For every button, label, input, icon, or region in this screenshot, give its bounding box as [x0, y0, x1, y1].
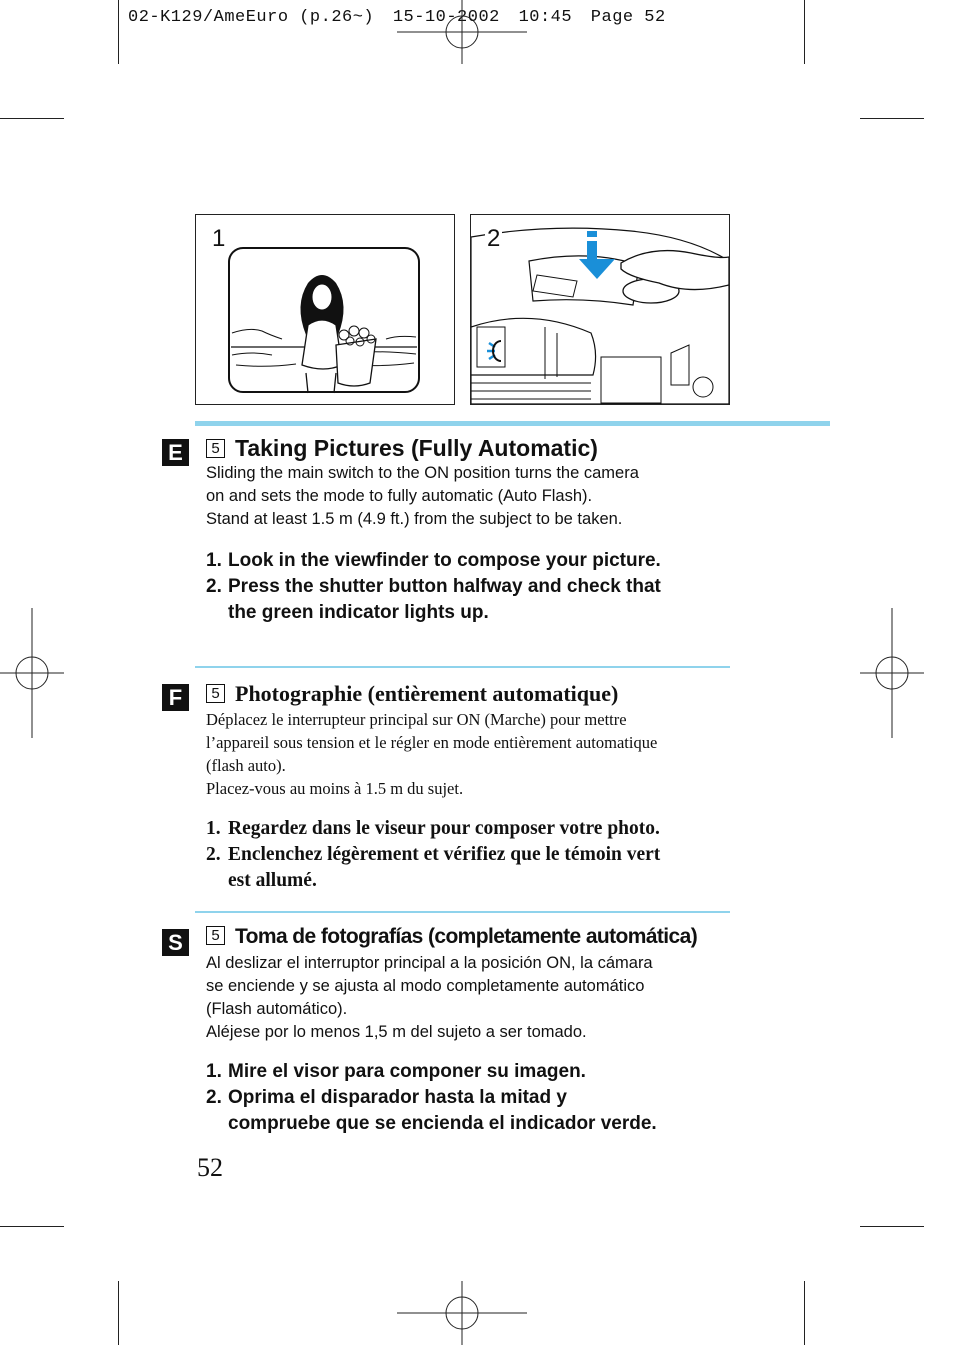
registration-mark-top: [397, 0, 527, 64]
registration-mark-right: [860, 608, 924, 738]
language-badge-english: E: [162, 439, 189, 466]
step-index: 2.: [206, 576, 222, 597]
section-title-english: [206, 435, 598, 462]
step-item: [206, 574, 661, 626]
step-item: [206, 842, 660, 894]
section-body-french: [206, 708, 657, 800]
body-line: (Flash automático).: [206, 1000, 348, 1018]
crop-mark: [804, 0, 805, 64]
figure-2-number: 2: [487, 225, 501, 252]
steps-english: [206, 548, 661, 626]
step-text: the green indicator lights up.: [228, 602, 489, 623]
step-text: compruebe que se encienda el indicador verde.: [228, 1113, 657, 1134]
header-slug: 02-K129/AmeEuro (p.26~): [128, 8, 375, 27]
language-badge-spanish: S: [162, 929, 189, 956]
body-line: Stand at least 1.5 m (4.9 ft.) from the subject to be taken.: [206, 510, 623, 528]
section-body-english: [206, 462, 639, 531]
step-item: [206, 1085, 657, 1137]
crop-mark: [118, 0, 119, 64]
step-text: Oprima el disparador hasta la mitad y: [228, 1087, 567, 1108]
body-line: Placez-vous au moins à 1.5 m du sujet.: [206, 779, 464, 798]
step-text: Press the shutter button halfway and check that: [228, 576, 661, 597]
accent-rule-top: [195, 421, 830, 426]
step-index: 1.: [206, 1061, 222, 1082]
crop-mark: [804, 1281, 805, 1345]
page-number: 52: [197, 1153, 223, 1182]
header-date: 15-10-2002: [392, 8, 500, 27]
section-divider: [195, 666, 730, 668]
step-index: 1.: [206, 550, 222, 571]
crop-mark: [0, 1226, 64, 1227]
body-line: (flash auto).: [206, 756, 286, 775]
step-item: [206, 1059, 657, 1085]
steps-french: [206, 816, 660, 894]
steps-spanish: [206, 1059, 657, 1137]
crop-mark: [118, 1281, 119, 1345]
header-page-label: Page 52: [590, 8, 666, 27]
body-line: on and sets the mode to fully automatic (Auto Flash).: [206, 487, 593, 505]
figure-1-viewfinder: [195, 214, 455, 405]
section-body-spanish: [206, 952, 653, 1044]
camera-top-illustration: [471, 215, 729, 404]
crop-mark: [860, 118, 924, 119]
body-line: Al deslizar el interruptor principal a la posición ON, la cámara: [206, 954, 653, 972]
registration-mark-bottom: [397, 1281, 527, 1345]
step-item: [206, 816, 660, 842]
section-title-french: [206, 681, 618, 707]
step-text: est allumé.: [228, 870, 317, 891]
body-line: Sliding the main switch to the ON position turns the camera: [206, 464, 639, 482]
section-title-text: Taking Pictures (Fully Automatic): [235, 435, 598, 461]
step-index: 2.: [206, 1087, 222, 1108]
header-time: 10:45: [518, 8, 573, 27]
body-line: l’appareil sous tension et le régler en mode entièrement automatique: [206, 733, 658, 752]
step-index: 2.: [206, 844, 221, 865]
body-line: Déplacez le interrupteur principal sur ON (Marche) pour mettre: [206, 710, 627, 729]
step-index: 1.: [206, 818, 221, 839]
step-text: Look in the viewfinder to compose your picture.: [228, 550, 661, 571]
step-number-box: 5: [206, 926, 225, 945]
section-title-text: Toma de fotografías (completamente automática): [235, 925, 698, 948]
crop-mark: [860, 1226, 924, 1227]
step-text: Mire el visor para componer su imagen.: [228, 1061, 586, 1082]
section-title-spanish: [206, 925, 697, 949]
body-line: se enciende y se ajusta al modo completamente automático: [206, 977, 645, 995]
registration-mark-left: [0, 608, 64, 738]
figure-2-shutter: [470, 214, 730, 405]
step-text: Enclenchez légèrement et vérifiez que le témoin vert: [228, 844, 661, 865]
step-text: Regardez dans le viseur pour composer votre photo.: [228, 818, 660, 839]
step-number-box: 5: [206, 439, 225, 458]
step-item: [206, 548, 661, 574]
section-divider: [195, 911, 730, 913]
body-line: Aléjese por lo menos 1,5 m del sujeto a ser tomado.: [206, 1023, 587, 1041]
section-title-text: Photographie (entièrement automatique): [235, 681, 619, 706]
figure-1-number: 1: [212, 225, 226, 252]
step-number-box: 5: [206, 684, 225, 703]
crop-mark: [0, 118, 64, 119]
language-badge-french: F: [162, 684, 189, 711]
viewfinder-scene-illustration: [196, 215, 454, 404]
